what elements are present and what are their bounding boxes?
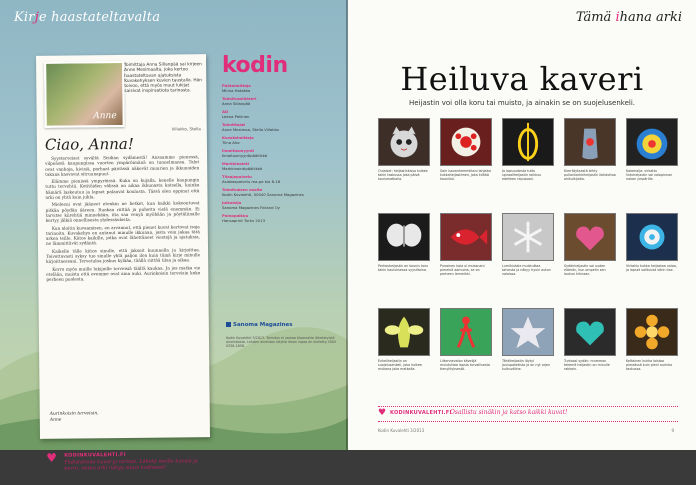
reflector-caption: Sain isovanhemmiltani lahjaksi kukkaheijastimen, joka kiiltää kauniisti. <box>440 169 492 182</box>
reflector-caption: Perhosheijastin on kaunis koru takin kauluksessa syysiltoina. <box>378 264 429 273</box>
kodin-logo: kodin <box>222 53 288 78</box>
photo-signature: Anne <box>93 111 117 122</box>
reflector-caption: Jo lapsuudesta tuttu spiraaliheijastin roikkuu edelleen repussani. <box>502 169 542 182</box>
page-number: 9 <box>671 428 674 433</box>
teal-heart-icon <box>564 308 616 356</box>
letter-body <box>45 154 200 284</box>
masthead-section-text: Ilmoitusmyyntipäällikkö <box>222 153 268 158</box>
section-header: Tämä ihana arki <box>575 10 682 25</box>
article-title: Heiluva kaveri <box>400 60 644 98</box>
butterfly-reflector-icon <box>378 213 430 261</box>
reflector-caption: Tähtiheijastin löytyi joulupaketista ja on nyt arjen kulkuväline. <box>502 359 551 372</box>
reflector-card <box>378 213 430 272</box>
golden-flower-icon <box>626 308 678 356</box>
signoff-line: Aurinkoisin terveisin, <box>49 411 99 417</box>
photo-caption: Toimittaja Anna Sillanpää sai kirjeen Anne Mesimaalta, joka kertoo haastateltavan ajatuksista Kuvakehyksen kuvien taustalla. Hän toivoo, että myös muut lukijat saisivat inspiraatiota tarinasta. <box>124 62 202 95</box>
masthead-section-text: Minna Hatakka <box>222 88 251 93</box>
snowflake-reflector-icon <box>502 213 554 261</box>
angel-reflector-icon <box>378 308 430 356</box>
fine-print: Kodin Kuvalehti 3/2013. Toimitus ei vastaa tilaamatta lähetetyistä aineistoista. Lehden aineiston käyttö ilman lupaa on kielletty. ISSN 0356-1658. <box>226 336 336 349</box>
reflector-caption: Sydänheijastin sai uuden elämän, kun ompelin sen laukun hihnaan. <box>564 264 606 277</box>
masthead-section-label: Toimittajat <box>222 122 246 127</box>
reflector-card <box>502 213 554 276</box>
reflector-caption: Keltainen kukka loistaa pimeässä kuin pieni aurinko taskussa. <box>626 359 673 372</box>
reflector-caption: Turkoosi sydän: mummon tekemä heijastin on minulle rakkain. <box>564 359 610 372</box>
red-fish-icon <box>440 213 492 261</box>
page-footer-banner <box>378 406 678 422</box>
masthead-section-label: AD <box>222 109 229 114</box>
reflector-card <box>440 213 492 276</box>
yellow-spiral-icon <box>502 118 554 166</box>
website-link[interactable]: KODINKUVALEHTI.FI <box>64 451 126 459</box>
signoff-name: Anne <box>49 417 62 423</box>
letter-paragraph: Syysterveiset syvältä Sisilian sydämestä! Ansaamme pienessä, vilpeässä kaupungissa vuorten ympäröimänä on tunnelmansa. Talot ovat vanhoja, kivisiä, parhaat päivässä näkevät muurien ja ikkunoiden takana kasvavat sitruunapuut. <box>45 154 200 177</box>
reflector-card <box>564 308 616 371</box>
reflector-caption: Punainen kala ui mukanani pimeinä aamuina, se on perheen lemmikki. <box>440 264 485 277</box>
reflector-card <box>502 308 554 371</box>
reflector-caption: Kierrätyksestä tehty pullonkorkkiheijastin ilahduttaa ohikulkijoita. <box>564 169 616 182</box>
masthead-section-label: Toimitussihteeri <box>222 96 257 101</box>
reflector-caption: Enkeliheijastin on suojelusenkeli, joka kulkee mukana joka matkalla. <box>378 359 422 372</box>
masthead-section-text: Anne Mesimaa, Stella Villakko <box>222 127 279 132</box>
reflector-card <box>564 213 616 276</box>
reflector-card <box>440 308 492 371</box>
heart-icon: ♥ <box>378 408 387 418</box>
masthead-section-label: Tilaajapalvelu <box>222 174 252 179</box>
author-photo <box>44 61 125 128</box>
publisher-logo: Sanoma Magazines <box>226 322 293 328</box>
masthead-section-label: Julkaisija <box>222 200 242 205</box>
folio: Kodin Kuvalehti 3/2013 <box>378 428 425 433</box>
letter-paragraph: Kerro myös muille lukijoille terveisiä täältä kaukaa. Ja jos matka vie etelään, muista että ovemme ovat aina auki. Aurinkoisin terveisin koko perheen puolesta. <box>46 264 201 283</box>
masthead-section-label: Painopaikka <box>222 213 249 218</box>
cat-reflector-icon <box>378 118 430 166</box>
letter-paragraph: Mieleeni ovat jääneet etenkin ne hetket, kun kaikki kokoontuvat pitkän pöydän ääreen. Ruokaa riittää ja puhetta vielä enemmän. Ei tarvitse kiirehtiä minnekään, ilta saa venyä myöhään ja pöytäliinalle kertyy jälkiä onnellisesta yhdessäolosta. <box>45 200 200 224</box>
reflector-caption: Virkattu kukka heijastaa valoa, ja lapset valitsivat värin itse. <box>626 264 677 273</box>
flower-reflector-icon <box>440 118 492 166</box>
letter-paragraph: Kaikelle tälle kiitos sinulle, että jaksoit kuunnella ja kirjoittaa. Toivottavasti syksy tuo sinulle yhtä paljon iloa kuin tämä kirje minulle kirjoittaessani. Tervetuloa joskus kylään, täällä riittää tilaa ja aikaa. <box>46 246 201 265</box>
masthead-section-label: Päätoimittaja <box>222 83 251 88</box>
masthead-section-text: Leena Pellinen <box>222 114 250 119</box>
masthead-section-label: Ilmoitusmyynti <box>222 148 255 153</box>
masthead-section-text: Tiina Aho <box>222 140 240 145</box>
footer-promo: Osallistu sinäkin ja katso kaikki kuvat! <box>450 409 568 416</box>
green-walker-icon <box>440 308 492 356</box>
left-page <box>0 0 348 472</box>
reflector-card <box>626 213 678 272</box>
masthead-section-text: Hansaprint Turku 2013 <box>222 218 266 223</box>
reflector-card <box>564 118 616 181</box>
reflector-caption: Oulaiset: heijastinkissa kulkee takin taskussa joka päivä koulumatkalla. <box>378 169 428 182</box>
masthead-section-label: Markkinointi <box>222 161 249 166</box>
website-link[interactable]: KODINKUVALEHTI.FI <box>390 410 452 416</box>
masthead-section-text: Kodin Kuvalehti, 00040 Sanoma Magazines <box>222 192 304 197</box>
letter-paragraph: Kun aloitin kuvaamisen, en arvannut, että pienet kuvat kertovat isoja tarinoita. Kuvakehys on antanut minulle ikkunan, josta voin jakaa tätä arkea teille. Kiitos kaikille, jotka ovat lähettäneet viestejä ja ajatuksia, ne lämmittävät sydäntä. <box>45 223 200 247</box>
letter-signoff <box>50 411 99 423</box>
letter-footer <box>46 439 204 485</box>
reflector-card <box>378 308 430 371</box>
heart-icon: ♥ <box>46 450 58 465</box>
photo-credit: Villakko, Stella <box>171 126 201 132</box>
reflector-card <box>502 118 554 181</box>
masthead-section-text: Sanoma Magazines Finland Oy <box>222 205 281 210</box>
masthead <box>222 55 342 223</box>
reflector-card <box>626 118 678 181</box>
reflector-card <box>440 118 492 181</box>
masthead-section-text: Markkinointipäällikkö <box>222 166 263 171</box>
article-subtitle: Heijastin voi olla koru tai muisto, ja ainakin se on suojelusenkeli. <box>408 99 635 107</box>
reflector-caption: Kalamaija: virkattu lintuheijastin sai valopinnan nokan ympärille. <box>626 169 673 182</box>
masthead-section-text: Anna Sillanpää <box>222 101 251 106</box>
lilac-star-icon <box>502 308 554 356</box>
reflector-caption: Liikennevalon kävelijä muistuttaa lapsia turvallisesta tienylityksestä. <box>440 359 490 372</box>
right-page <box>348 0 696 450</box>
section-header: Kirje haastateltavalta <box>14 10 161 25</box>
letter-paragraph: Elämme pienissä ympyröissä. Kuka on kujalla, kenelle kaupungin tuttu tervehtii. Kotitöiden välissä on aikaa ikkunasta katsella, kuinka hämärä laskeutuu ja lapset palaavat koulusta. Tässä olen oppinut että arki on yhtä kuin juhla. <box>45 177 200 200</box>
reflector-caption: Lumihiutale muistuttaa talvesta ja näkyy hyvin auton valoissa. <box>502 264 551 277</box>
pink-heart-icon <box>564 213 616 261</box>
masthead-credits <box>222 83 342 223</box>
crochet-bird-icon <box>626 118 678 166</box>
masthead-section-label: Kuvatoimittaja <box>222 135 254 140</box>
blue-bottle-icon <box>564 118 616 166</box>
footer-promo: Yhdistämme kuvat ja tarinat. Lähetä meille kuvasi ja kerro, miten arki näkyy sinun kodissasi! <box>64 458 198 472</box>
reflector-card <box>626 308 678 371</box>
masthead-section-text: Asiakaspalvelu ma-pe klo 8-18 <box>222 179 281 184</box>
letter-greeting: Ciao, Anna! <box>44 134 134 154</box>
reflector-card <box>378 118 430 181</box>
letter-card <box>36 54 210 472</box>
green-flower-icon <box>626 213 678 261</box>
masthead-section-label: Toimituksen osoite <box>222 187 263 192</box>
